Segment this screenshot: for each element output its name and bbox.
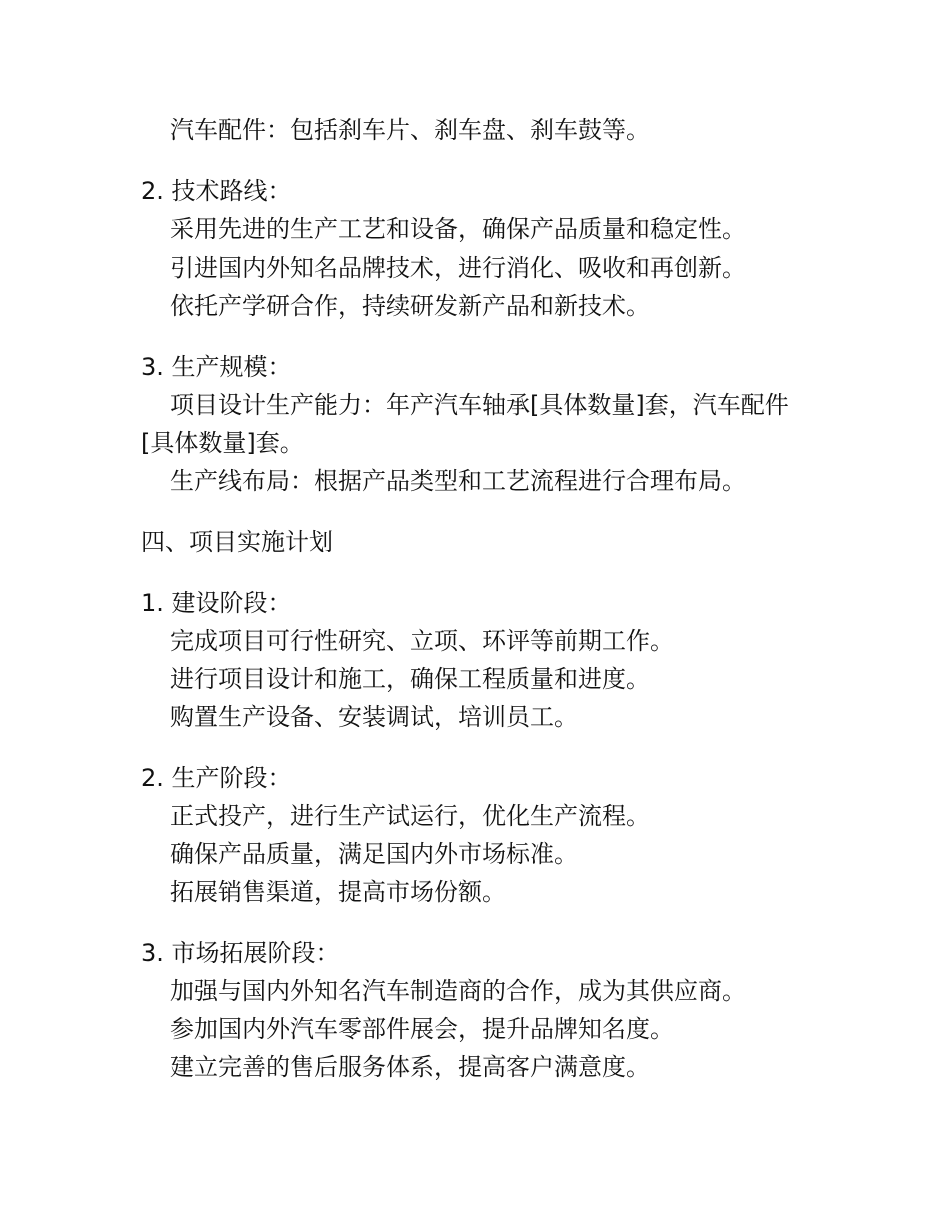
- heading-production-phase: 2. 生产阶段：: [141, 764, 292, 792]
- heading-production-scale: 3. 生产规模：: [141, 353, 292, 381]
- paragraph-auto-parts: 汽车配件：包括刹车片、刹车盘、刹车鼓等。: [170, 116, 650, 144]
- paragraph-tech-3: 依托产学研合作，持续研发新产品和新技术。: [170, 292, 650, 320]
- paragraph-construction-1: 完成项目可行性研究、立项、环评等前期工作。: [170, 627, 674, 655]
- paragraph-production-2: 确保产品质量，满足国内外市场标准。: [170, 840, 578, 868]
- heading-construction-phase: 1. 建设阶段：: [141, 589, 292, 617]
- paragraph-tech-2: 引进国内外知名品牌技术，进行消化、吸收和再创新。: [170, 254, 746, 282]
- paragraph-market-1: 加强与国内外知名汽车制造商的合作，成为其供应商。: [170, 977, 746, 1005]
- paragraph-tech-1: 采用先进的生产工艺和设备，确保产品质量和稳定性。: [170, 215, 746, 243]
- section-heading-implementation-plan: 四、项目实施计划: [141, 528, 333, 556]
- paragraph-market-2: 参加国内外汽车零部件展会，提升品牌知名度。: [170, 1015, 674, 1043]
- paragraph-construction-3: 购置生产设备、安装调试，培训员工。: [170, 703, 578, 731]
- paragraph-market-3: 建立完善的售后服务体系，提高客户满意度。: [170, 1053, 650, 1081]
- paragraph-layout: 生产线布局：根据产品类型和工艺流程进行合理布局。: [170, 467, 746, 495]
- paragraph-construction-2: 进行项目设计和施工，确保工程质量和进度。: [170, 665, 650, 693]
- heading-market-expansion-phase: 3. 市场拓展阶段：: [141, 939, 340, 967]
- heading-technical-route: 2. 技术路线：: [141, 177, 292, 205]
- paragraph-production-1: 正式投产，进行生产试运行，优化生产流程。: [170, 802, 650, 830]
- paragraph-production-3: 拓展销售渠道，提高市场份额。: [170, 878, 506, 906]
- paragraph-capacity-line1: 项目设计生产能力：年产汽车轴承[具体数量]套，汽车配件: [170, 391, 789, 419]
- paragraph-capacity-line2: [具体数量]套。: [141, 429, 304, 457]
